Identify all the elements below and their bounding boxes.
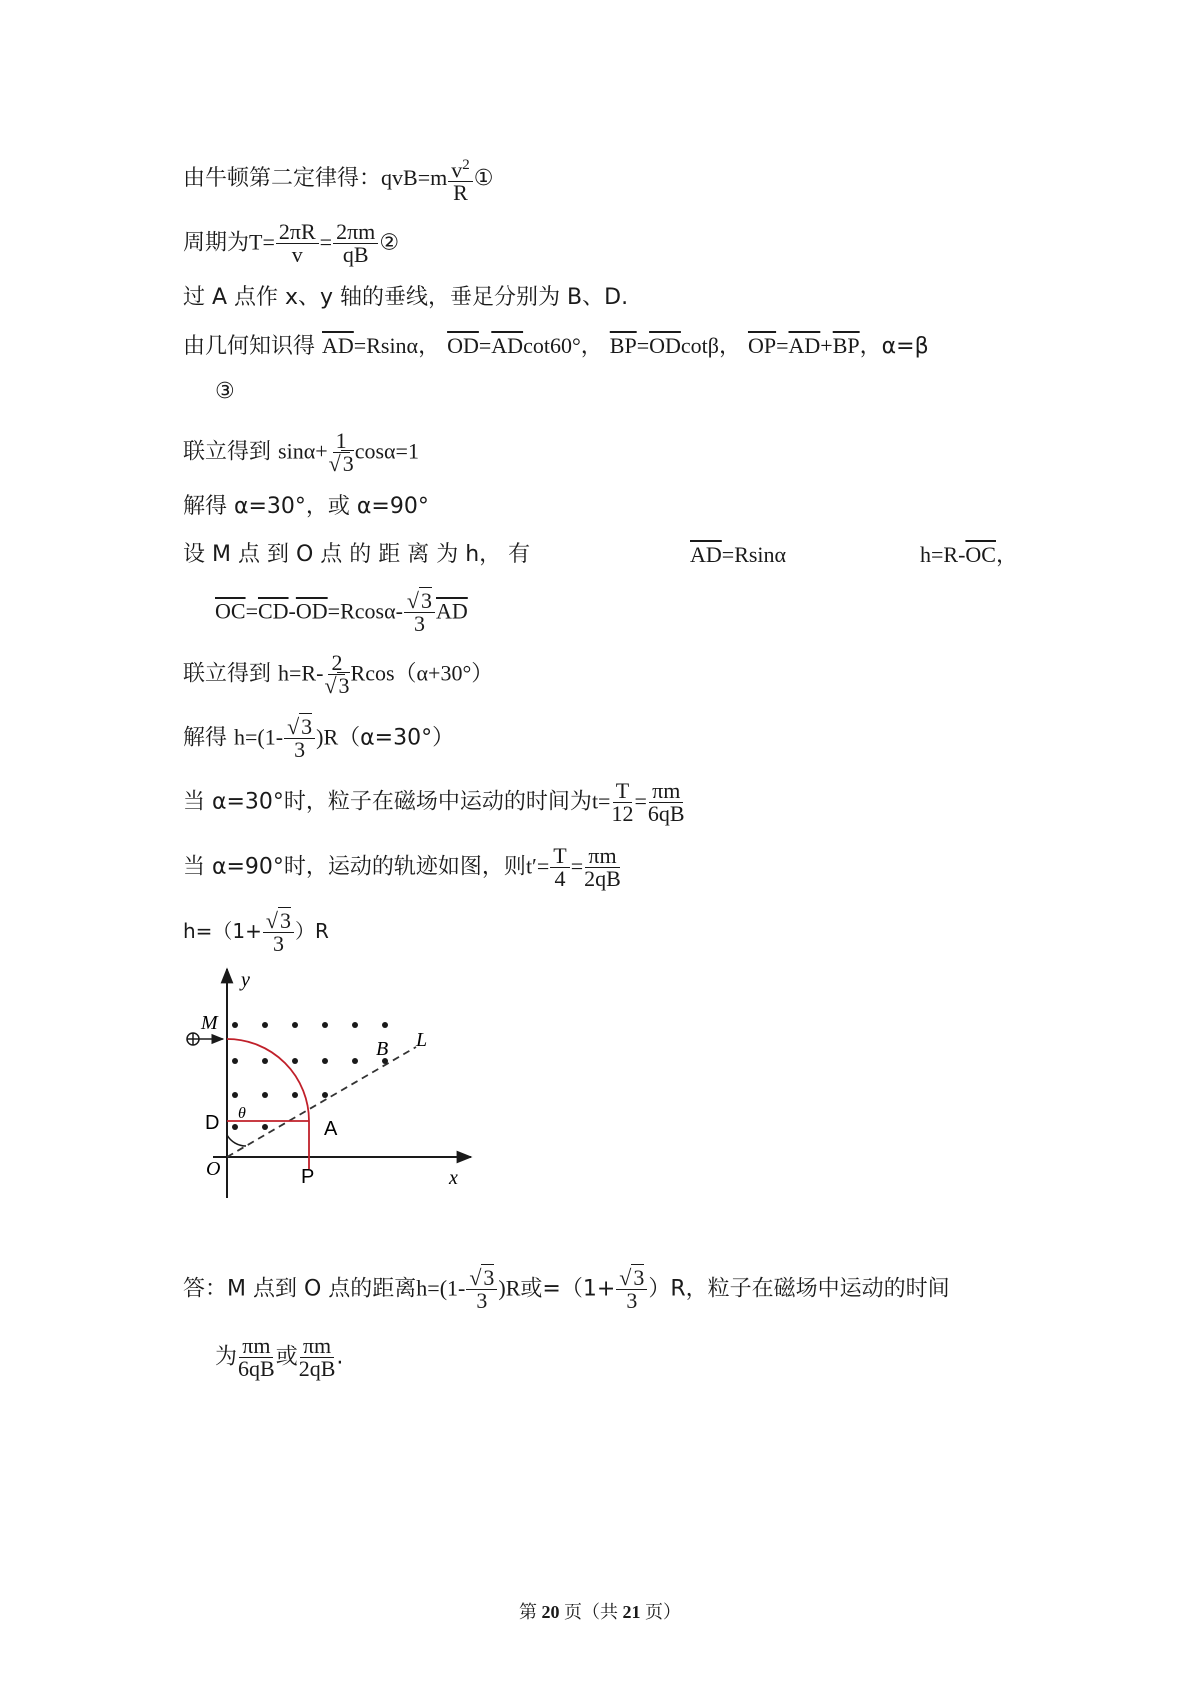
formula: )R (316, 724, 339, 750)
formula: cotβ， (680, 333, 741, 358)
den: √3 (324, 673, 350, 698)
formula: - (288, 598, 296, 624)
formula: qvB=m (381, 165, 448, 191)
formula: $\overline{AD}$ (788, 333, 821, 358)
line-geometry (183, 331, 929, 362)
label-y: y (241, 969, 250, 991)
den: 2qB (584, 866, 621, 891)
num: √3 (404, 590, 435, 613)
text: h=（1+ (183, 919, 262, 943)
text: . (336, 1344, 344, 1370)
formula: sinα+ (278, 438, 328, 464)
formula: $\overline{OD}$ (295, 598, 328, 624)
fraction (550, 845, 569, 890)
text: 联立得到 (183, 439, 272, 465)
line-h-plus (183, 910, 329, 955)
label-l: L (416, 1029, 428, 1051)
num: πm (239, 1335, 273, 1358)
fraction (324, 652, 349, 697)
fraction (584, 845, 621, 890)
page-total: 21 (622, 1602, 641, 1622)
formula: Rcos（α+30°） (350, 660, 494, 686)
formula: h=(1- (234, 724, 284, 750)
text: 由几何知识得 (183, 334, 316, 359)
text: 过 A 点作 x、y 轴的垂线，垂足分别为 B、D. (183, 285, 629, 310)
line-geometry-mark (215, 377, 235, 407)
line-period (183, 221, 399, 266)
num: πm (300, 1335, 334, 1358)
boundary-line-l (227, 1047, 416, 1157)
den: 3 (272, 931, 284, 956)
sqrt-radicand: 3 (280, 908, 291, 933)
den: 3 (476, 1288, 488, 1313)
den: R (453, 180, 468, 206)
text: ）R，粒子在磁场中运动的时间 (648, 1276, 950, 1302)
fraction (611, 780, 633, 825)
label-x: x (449, 1167, 458, 1189)
formula: $\overline{CD}$ (257, 598, 289, 624)
formula: = (245, 598, 258, 624)
formula: =Rsinα (721, 542, 787, 567)
answer-line-2 (215, 1335, 343, 1380)
fraction (448, 154, 473, 204)
formula: t= (591, 788, 611, 814)
num: 2πR (276, 221, 319, 244)
formula: t′= (525, 853, 550, 879)
fraction (329, 430, 354, 475)
text: 联立得到 (183, 661, 272, 687)
label-m: M (201, 1012, 218, 1034)
formula: $\overline{AD}$ (436, 598, 468, 624)
line-combine-1 (183, 430, 419, 475)
label-o: O (206, 1158, 221, 1180)
line-set-distance-eq2 (920, 540, 1018, 571)
angle-arc (227, 1135, 246, 1146)
formula: $\overline{OD}$ (649, 333, 681, 358)
fraction (276, 221, 319, 266)
label-b: B (376, 1038, 389, 1060)
den: 3 (294, 737, 306, 762)
sqrt-radicand: 3 (342, 451, 354, 476)
num: T (550, 845, 569, 868)
formula: = (776, 333, 789, 358)
label-theta: θ (238, 1105, 246, 1122)
sqrt-radicand: 3 (633, 1265, 645, 1290)
formula: cosα=1 (354, 438, 419, 464)
text: 由牛顿第二定律得： (183, 166, 382, 192)
text: （α=30°） (338, 725, 455, 751)
formula: $\overline{AD}$ (690, 542, 722, 567)
text: 当 α=30°时，粒子在磁场中运动的时间为 (183, 789, 592, 815)
formula: = (636, 333, 650, 358)
text: 设 M 点 到 O 点 的 距 离 为 h， 有 (183, 542, 531, 567)
page-pre: 第 (519, 1602, 542, 1622)
num: 1 (333, 430, 350, 453)
text: 周期为 (183, 230, 250, 256)
eq-mark: ③ (215, 379, 235, 404)
den: 3 (413, 611, 425, 636)
sup: 2 (462, 157, 470, 173)
formula: = (570, 853, 584, 879)
den: 6qB (647, 801, 685, 826)
answer-line-1 (183, 1267, 950, 1312)
den: qB (342, 242, 369, 267)
num: √3 (466, 1267, 497, 1290)
num: √3 (616, 1267, 647, 1290)
num: T (613, 780, 632, 803)
page-mid: 页（共 (559, 1602, 623, 1622)
line-oc (215, 590, 468, 635)
line-newton (183, 154, 493, 204)
num: πm (585, 845, 619, 868)
sqrt-radicand: 3 (483, 1265, 495, 1290)
text: ，α=β (859, 334, 929, 359)
den: 12 (611, 801, 634, 826)
den: 4 (554, 866, 566, 891)
line-set-distance (183, 540, 530, 570)
formula: T= (249, 229, 275, 255)
num: πm (649, 780, 683, 803)
line-solve-2 (183, 716, 454, 761)
formula: cot60°， (523, 333, 603, 358)
formula: $\overline{AD}$ (491, 333, 524, 358)
label-a: A (324, 1118, 338, 1140)
fraction (466, 1267, 497, 1312)
num: 2 (328, 652, 345, 675)
formula: =Rcosα- (327, 598, 403, 624)
num: √3 (263, 910, 294, 933)
formula: =Rsinα， (353, 333, 441, 358)
fraction (648, 780, 685, 825)
den: 2qB (298, 1356, 336, 1381)
den: 3 (626, 1288, 638, 1313)
text: 答：M 点到 O 点的距离 (183, 1276, 417, 1302)
text: ， (995, 543, 1018, 568)
line-time-90 (183, 845, 622, 890)
line-perpendicular (183, 283, 628, 313)
label-p: P (301, 1166, 315, 1188)
formula: )R (498, 1275, 521, 1301)
eq-mark: ① (473, 166, 494, 192)
den: 6qB (238, 1356, 275, 1381)
line-time-30 (183, 780, 686, 825)
den: √3 (328, 451, 354, 476)
formula: + (820, 333, 833, 358)
formula: = (319, 229, 333, 255)
formula: $\overline{BP}$ (609, 333, 637, 358)
page-current: 20 (541, 1602, 560, 1622)
formula: $\overline{OP}$ (747, 333, 777, 358)
text: 或=（1+ (520, 1276, 616, 1302)
eq-mark: ② (379, 230, 400, 256)
formula: $\overline{AD}$ (322, 333, 354, 358)
formula: h=R- (278, 660, 324, 686)
label-d: D (205, 1112, 220, 1134)
formula: = (634, 788, 647, 814)
line-combine-2 (183, 652, 493, 697)
den: v (291, 242, 303, 267)
text: 或 (275, 1344, 298, 1370)
fraction (333, 221, 378, 266)
page-post: 页） (640, 1602, 681, 1622)
num: v (451, 157, 463, 183)
fraction (404, 590, 435, 635)
page-number (0, 1598, 1200, 1624)
formula: $\overline{OD}$ (447, 333, 479, 358)
fraction (616, 1267, 647, 1312)
text: 解得 (183, 725, 228, 751)
fraction (284, 716, 315, 761)
line-solve-1 (183, 492, 429, 522)
fraction (263, 910, 294, 955)
sqrt-radicand: 3 (301, 714, 313, 739)
formula: $\overline{OC}$ (965, 542, 996, 567)
formula: $\overline{BP}$ (832, 333, 860, 358)
formula: = (478, 333, 492, 358)
formula: h=(1- (416, 1275, 466, 1301)
formula: $\overline{OC}$ (215, 598, 246, 624)
fraction (299, 1335, 336, 1380)
formula: h=R- (920, 542, 966, 567)
text: 解得 α=30°，或 α=90° (183, 494, 429, 519)
trajectory-diagram (183, 955, 483, 1205)
sqrt-radicand: 3 (338, 673, 350, 698)
fraction (238, 1335, 275, 1380)
text: 为 (215, 1344, 238, 1370)
text: 当 α=90°时，运动的轨迹如图，则 (183, 854, 526, 880)
sqrt-radicand: 3 (421, 588, 432, 613)
text: ）R (295, 919, 329, 943)
line-set-distance-eq1 (690, 540, 786, 571)
num: 2πm (333, 221, 378, 244)
num: √3 (284, 716, 315, 739)
